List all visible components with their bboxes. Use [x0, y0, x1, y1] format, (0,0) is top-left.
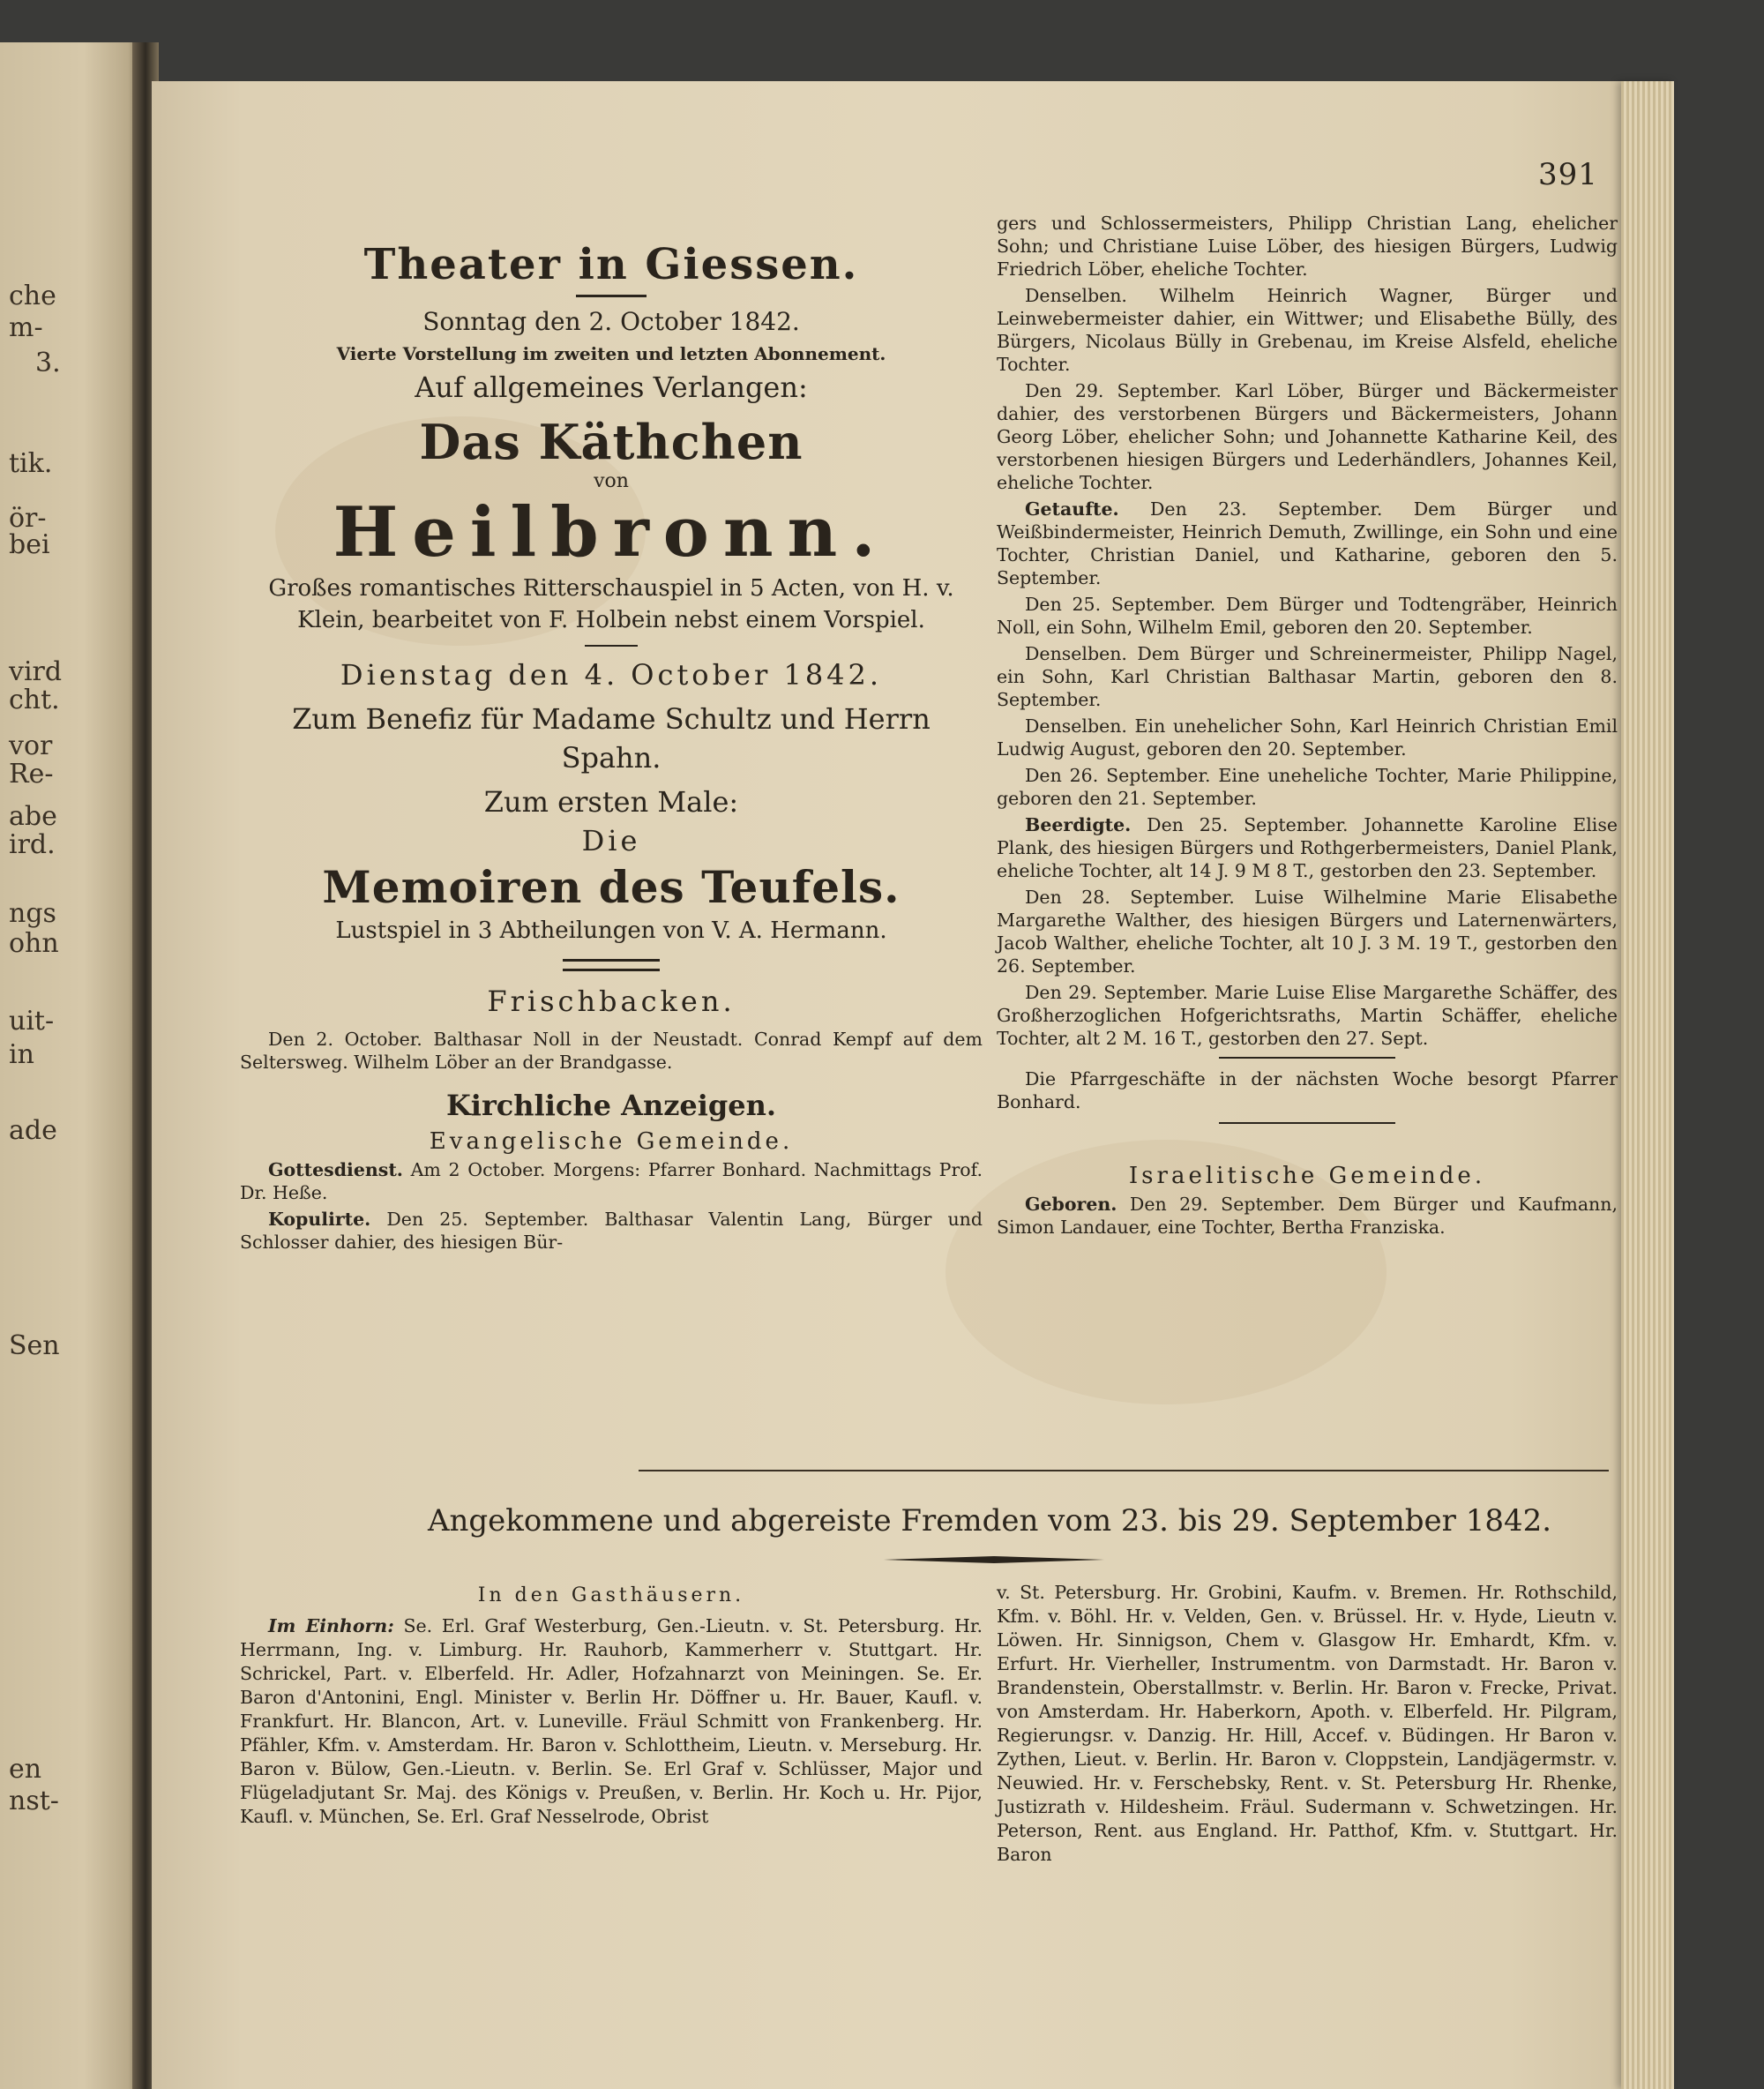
entry-text: Den 29. September. Dem Bürger und Kaufmann, Simon Landauer, eine Tochter, Bertha Franziska.: [997, 1194, 1618, 1238]
left-column: [240, 222, 983, 1257]
frischbacken-heading: Frischbacken.: [487, 985, 736, 1018]
gottesdienst-label: Gottesdienst.: [268, 1159, 403, 1180]
performance-date: Sonntag den 2. October 1842.: [422, 307, 800, 336]
facing-fragment: uit-: [9, 1006, 55, 1037]
play2-description: Lustspiel in 3 Abtheilungen von V. A. Hermann.: [335, 917, 887, 944]
double-rule: [563, 959, 660, 971]
facing-fragment: Re-: [9, 759, 54, 790]
entry-paragraph: Denselben. Wilhelm Heinrich Wagner, Bürger und Leinwebermeister dahier, ein Wittwer; und Elisabethe Bülly, des Bürgers, Nicolaus Bülly in Grebenau, im Kreise Alsfeld, eheliche Tochter.: [997, 285, 1618, 375]
performance-date-2: Dienstag den 4. October 1842.: [340, 658, 883, 692]
play-city-title: Heilbronn.: [333, 492, 890, 573]
facing-page: [0, 42, 139, 2089]
facing-fragment: en: [9, 1754, 42, 1785]
facing-fragment: Sen: [9, 1330, 60, 1361]
facing-fragment: ird.: [9, 829, 56, 860]
entry-text: Den 25. September. Johannette Karoline Elise Plank, des hiesigen Bürgers und Rothgerbermeisters, Daniel Plank, eheliche Tochter, alt 14 J. 9 M 8 T., gestorben den 23. September.: [997, 814, 1618, 881]
entry-paragraph: Den 26. September. Eine uneheliche Tochter, Marie Philippine, geboren den 21. September.: [997, 765, 1618, 809]
play2-article: Die: [581, 824, 641, 857]
geboren-entry: [997, 1193, 1618, 1239]
divider: [1219, 1057, 1395, 1059]
frischbacken-text: Den 2. October. Balthasar Noll in der Neustadt. Conrad Kempf auf dem Seltersweg. Wilhelm Löber an der Brandgasse.: [240, 1029, 983, 1073]
divider: [576, 295, 647, 297]
einhorn-label: Im Einhorn:: [268, 1615, 394, 1636]
facing-fragment: cht.: [9, 685, 60, 715]
facing-fragment: ohn: [9, 928, 59, 959]
fremden-right-column: [997, 1581, 1618, 1867]
divider: [585, 645, 638, 647]
request-line: Auf allgemeines Verlangen:: [415, 371, 808, 404]
gottesdienst-text: Am 2 October. Morgens: Pfarrer Bonhard. Nachmittags Prof. Dr. Heße.: [240, 1159, 983, 1203]
right-column: [997, 212, 1618, 1242]
entry-paragraph: Den 29. September. Marie Luise Elise Margarethe Schäffer, des Großherzoglichen Hofgerichtsraths, Martin Schäffer, eheliche Tochter, alt 2 M. 16 T., gestorben den 27. Sept.: [997, 982, 1618, 1049]
pfarr-note: Die Pfarrgeschäfte in der nächsten Woche besorgt Pfarrer Bonhard.: [997, 1068, 1618, 1112]
kopulirte-text: Den 25. September. Balthasar Valentin Lang, Bürger und Schlosser dahier, des hiesigen Bür-: [240, 1209, 983, 1253]
facing-fragment: ade: [9, 1115, 57, 1146]
beerdigte-label: Beerdigte.: [1025, 814, 1132, 835]
section-rule: [639, 1470, 1609, 1471]
kopulirte-label: Kopulirte.: [268, 1209, 371, 1230]
first-time-line: Zum ersten Male:: [483, 785, 739, 819]
entry-paragraph: Den 25. September. Dem Bürger und Todtengräber, Heinrich Noll, ein Sohn, Wilhelm Emil, geboren den 20. September.: [997, 594, 1618, 638]
benefit-line: Zum Benefiz für Madame Schultz und Herrn Spahn.: [292, 702, 931, 775]
geboren-label: Geboren.: [1025, 1194, 1117, 1215]
facing-fragment: vor: [9, 730, 53, 761]
facing-fragment: ör-: [9, 503, 47, 534]
facing-fragment: tik.: [9, 448, 53, 479]
gasthaeuser-heading: In den Gasthäusern.: [477, 1584, 745, 1606]
fremden-text: v. St. Petersburg. Hr. Grobini, Kaufm. v. Bremen. Hr. Rothschild, Kfm. v. Böhl. Hr. v. Velden, Gen. v. Brüssel. Hr. v. Hyde, Lieutn v. Löwen. Hr. Sinnigson, Chem v. Glasgow Hr. Emhardt, Kfm. v. Erfurt. Hr. Vierheller, Instrumentm. von Darmstadt. Hr. Baron v. Brandenstein, Oberstallmstr. v. Berlin. Hr. Baron v. Frecke, Privat. von Amsterdam. Hr. Haberkorn, Apoth. v. Elberfeld. Hr. Pilgram, Regierungsr. v. Danzig. Hr. Hill, Accef. v. Büdingen. Hr Baron v. Zythen, Lieut. v. Berlin. Hr. Baron v. Cloppstein, Landjägermstr. v. Neuwied. Hr. v. Ferschebsky, Rent. v. St. Petersburg Hr. Rhenke, Justizrath v. Hildesheim. Fräul. Sudermann v. Schwetzingen. Hr. Peterson, Rent. aus England. Hr. Patthof, Kfm. v. Stuttgart. Hr. Baron: [997, 1582, 1618, 1865]
kirchliche-heading: Kirchliche Anzeigen.: [445, 1089, 777, 1122]
gottesdienst-entry: [240, 1158, 983, 1204]
entry-paragraph: Denselben. Dem Bürger und Schreinermeister, Philipp Nagel, ein Sohn, Karl Christian Balthasar Martin, geboren den 8. September.: [997, 643, 1618, 710]
entry-paragraph: Den 29. September. Karl Löber, Bürger und Bäckermeister dahier, des verstorbenen Bürgers und Bäckermeisters, Johann Georg Löber, ehelicher Sohn; und Johannette Katharine Keil, des verstorbenen hiesigen Bürgers und Lederhändlers, Johannes Keil, eheliche Tochter.: [997, 380, 1618, 493]
getaufte-label: Getaufte.: [1025, 498, 1119, 520]
entry-paragraph: Den 28. September. Luise Wilhelmine Marie Elisabethe Margarethe Walther, des hiesigen Bürgers und Laternenwärters, Jacob Walther, eheliche Tochter, alt 10 J. 3 M. 19 T., gestorben den 26. September.: [997, 887, 1618, 977]
facing-fragment: che: [9, 281, 56, 311]
divider: [1219, 1122, 1395, 1124]
israelitische-heading: Israelitische Gemeinde.: [1128, 1163, 1486, 1189]
evangelische-heading: Evangelische Gemeinde.: [429, 1128, 794, 1155]
fremden-heading: Angekommene und abgereiste Fremden vom 23. bis 29. September 1842.: [427, 1503, 1552, 1539]
facing-fragment: abe: [9, 801, 57, 832]
fremden-entries: [240, 1614, 983, 1829]
facing-fragment: m-: [9, 312, 43, 343]
entry-text: Den 23. September. Dem Bürger und Weißbindermeister, Heinrich Demuth, Zwillinge, ein Sohn und eine Tochter, Christian Daniel, und Katharine, geboren den 5. September.: [997, 498, 1618, 588]
ornament-rule-icon: [884, 1556, 1104, 1563]
entry-paragraph: gers und Schlossermeisters, Philipp Christian Lang, ehelicher Sohn; und Christiane Luise Löber, des hiesigen Bürgers, Ludwig Friedrich Löber, eheliche Tochter.: [997, 213, 1618, 280]
facing-fragment: 3.: [35, 348, 61, 378]
performance-note: Vierte Vorstellung im zweiten und letzten Abonnement.: [336, 343, 886, 364]
kopulirte-entry: [240, 1208, 983, 1254]
play-description: Großes romantisches Ritterschauspiel in 5 Acten, von H. v. Klein, bearbeitet von F. Holbein nebst einem Vorspiel.: [268, 575, 954, 633]
book-page: [152, 81, 1660, 2089]
beerdigte-entry: [997, 813, 1618, 882]
page-number: 391: [1538, 157, 1598, 192]
play2-title: Memoiren des Teufels.: [322, 861, 901, 913]
facing-fragment: nst-: [9, 1786, 59, 1816]
fremden-left-column: [240, 1581, 983, 1829]
theatre-heading: Theater in Giessen.: [363, 240, 859, 289]
facing-fragment: bei: [9, 529, 50, 560]
play-title: Das Käthchen: [419, 414, 804, 470]
entry-paragraph: Denselben. Ein unehelicher Sohn, Karl Heinrich Christian Emil Ludwig August, geboren den 20. September.: [997, 715, 1618, 760]
play-von: von: [594, 470, 629, 492]
facing-fragment: in: [9, 1039, 34, 1070]
page-edges: [1621, 81, 1674, 2089]
fremden-text: Se. Erl. Graf Westerburg, Gen.-Lieutn. v. St. Petersburg. Hr. Herrmann, Ing. v. Limburg. Hr. Rauhorb, Kammerherr v. Stuttgart. Hr. Schrickel, Part. v. Elberfeld. Hr. Adler, Hofzahnarzt von Meiningen. Se. Er. Baron d'Antonini, Engl. Minister v. Berlin Hr. Döffner u. Hr. Bauer, Kaufl. v. Frankfurt. Hr. Blancon, Art. v. Luneville. Fräul Schmitt von Frankenberg. Hr. Pfähler, Kfm. v. Amsterdam. Hr. Baron v. Schlottheim, Lieutn. v. Merseburg. Hr. Baron v. Bülow, Gen.-Lieutn. v. Berlin. Se. Erl Graf v. Schlüsser, Major und Flügeladjutant Sr. Maj. des Königs v. Preußen, v. Berlin. Hr. Koch u. Hr. Pijor, Kaufl. v. München, Se. Erl. Graf Nesselrode, Obrist: [240, 1615, 983, 1827]
facing-fragment: vird: [9, 656, 63, 687]
facing-fragment: ngs: [9, 898, 56, 929]
getaufte-entry: [997, 498, 1618, 589]
